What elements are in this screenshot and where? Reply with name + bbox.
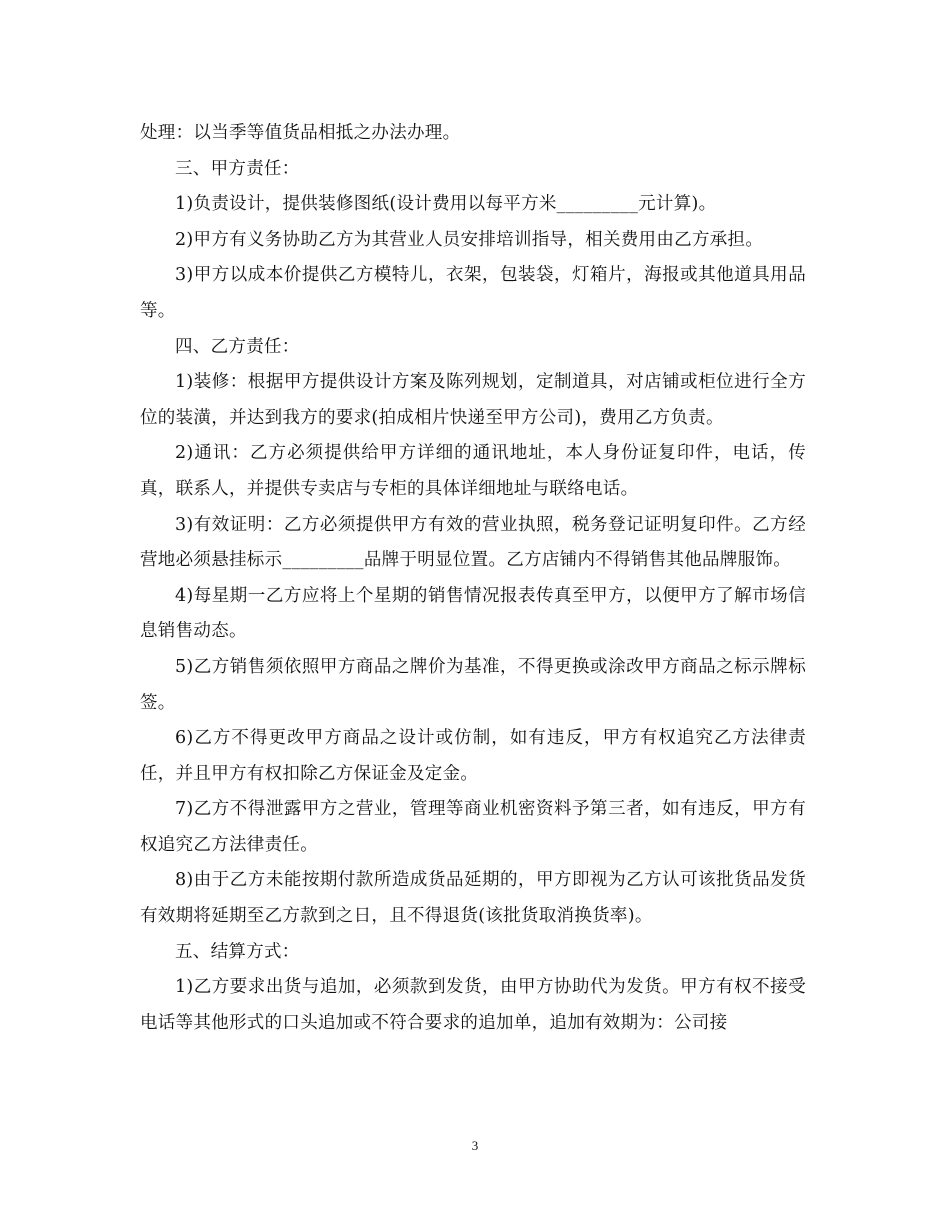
paragraph-b-2: 2)通讯：乙方必须提供给甲方详细的通讯地址，本人身份证复印件，电话，传真，联系人，并提供专卖店与专柜的具体详细地址与联络电话。 xyxy=(140,443,806,499)
section-heading-party-a: 三、甲方责任： xyxy=(175,158,300,179)
paragraph-a-2: 2)甲方有义务协助乙方为其营业人员安排培训指导，相关费用由乙方承担。 xyxy=(175,229,764,250)
document-body xyxy=(140,116,806,1041)
paragraph-b-6: 6)乙方不得更改甲方商品之设计或仿制，如有违反，甲方有权追究乙方法律责任，并且甲方有权扣除乙方保证金及定金。 xyxy=(140,728,806,784)
paragraph-a-1: 1)负责设计，提供装修图纸(设计费用以每平方米_________元计算)。 xyxy=(175,194,717,215)
paragraph-a-3: 3)甲方以成本价提供乙方模特儿，衣架，包装袋，灯箱片，海报或其他道具用品等。 xyxy=(140,265,806,321)
paragraph-b-5: 5)乙方销售须依照甲方商品之牌价为基准，不得更换或涂改甲方商品之标示牌标签。 xyxy=(140,656,806,713)
paragraph-b-4: 4)每星期一乙方应将上个星期的销售情况报表传真至甲方，以便甲方了解市场信息销售动态。 xyxy=(140,585,806,642)
page-number: 3 xyxy=(471,1138,479,1153)
paragraph-b-3: 3)有效证明：乙方必须提供甲方有效的营业执照，税务登记证明复印件。乙方经营地必须悬挂标示_________品牌于明显位置。乙方店铺内不得销售其他品牌服饰。 xyxy=(140,514,806,571)
paragraph-continuation: 处理：以当季等值货品相抵之办法办理。 xyxy=(140,123,461,143)
paragraph-b-7: 7)乙方不得泄露甲方之营业，管理等商业机密资料予第三者，如有违反，甲方有权追究乙方法律责任。 xyxy=(140,799,806,855)
paragraph-b-1: 1)装修：根据甲方提供设计方案及陈列规划，定制道具，对店铺或柜位进行全方位的装潢，并达到我方的要求(拍成相片快递至甲方公司)，费用乙方负责。 xyxy=(140,372,806,428)
section-heading-party-b: 四、乙方责任： xyxy=(175,336,300,357)
paragraph-b-8: 8)由于乙方未能按期付款所造成货品延期的，甲方即视为乙方认可该批货品发货有效期将延期至乙方款到之日，且不得退货(该批货取消换货率)。 xyxy=(140,870,806,927)
section-heading-settlement: 五、结算方式： xyxy=(175,941,300,962)
paragraph-settlement-1: 1)乙方要求出货与追加，必须款到发货，由甲方协助代为发货。甲方有权不接受电话等其他形式的口头追加或不符合要求的追加单，追加有效期为：公司接 xyxy=(140,977,806,1033)
